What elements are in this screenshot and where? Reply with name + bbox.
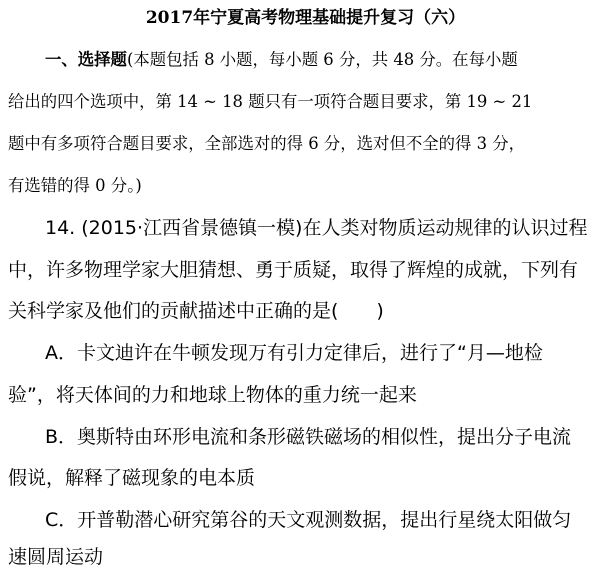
option-a-line-2: 验”，将天体间的力和地球上物体的重力统一起来: [8, 384, 417, 406]
instructions-line-1: [45, 50, 518, 70]
instructions-line-3: 题中有多项符合题目要求，全部选对的得 6 分，选对但不全的得 3 分，: [8, 134, 526, 153]
instructions-line-4: 有选错的得 0 分。): [8, 176, 142, 195]
question-stem-line-1: 14. (2015·江西省景德镇一模)在人类对物质运动规律的认识过程: [45, 217, 588, 239]
option-c-line-1: C．开普勒潜心研究第谷的天文观测数据，提出行星绕太阳做匀: [45, 509, 572, 531]
option-b-line-2: 假说，解释了磁现象的电本质: [8, 467, 256, 489]
section-heading: 一、选择题: [45, 50, 127, 69]
instructions-text: (本题包括 8 小题，每小题 6 分，共 48 分。在每小题: [126, 50, 518, 69]
question-stem-line-2: 中，许多物理学家大胆猜想、勇于质疑，取得了辉煌的成就，下列有: [8, 259, 579, 281]
option-b-line-1: B．奥斯特由环形电流和条形磁铁磁场的相似性，提出分子电流: [45, 426, 572, 448]
question-stem-line-3: 关科学家及他们的贡献描述中正确的是( ): [8, 300, 384, 322]
page-title: 2017年宁夏高考物理基础提升复习（六）: [145, 8, 466, 28]
option-a-line-1: A．卡文迪许在牛顿发现万有引力定律后，进行了“月—地检: [45, 342, 543, 364]
instructions-line-2: 给出的四个选项中，第 14 ~ 18 题只有一项符合题目要求，第 19 ~ 21: [8, 92, 533, 111]
option-c-line-2: 速圆周运动: [8, 546, 104, 568]
